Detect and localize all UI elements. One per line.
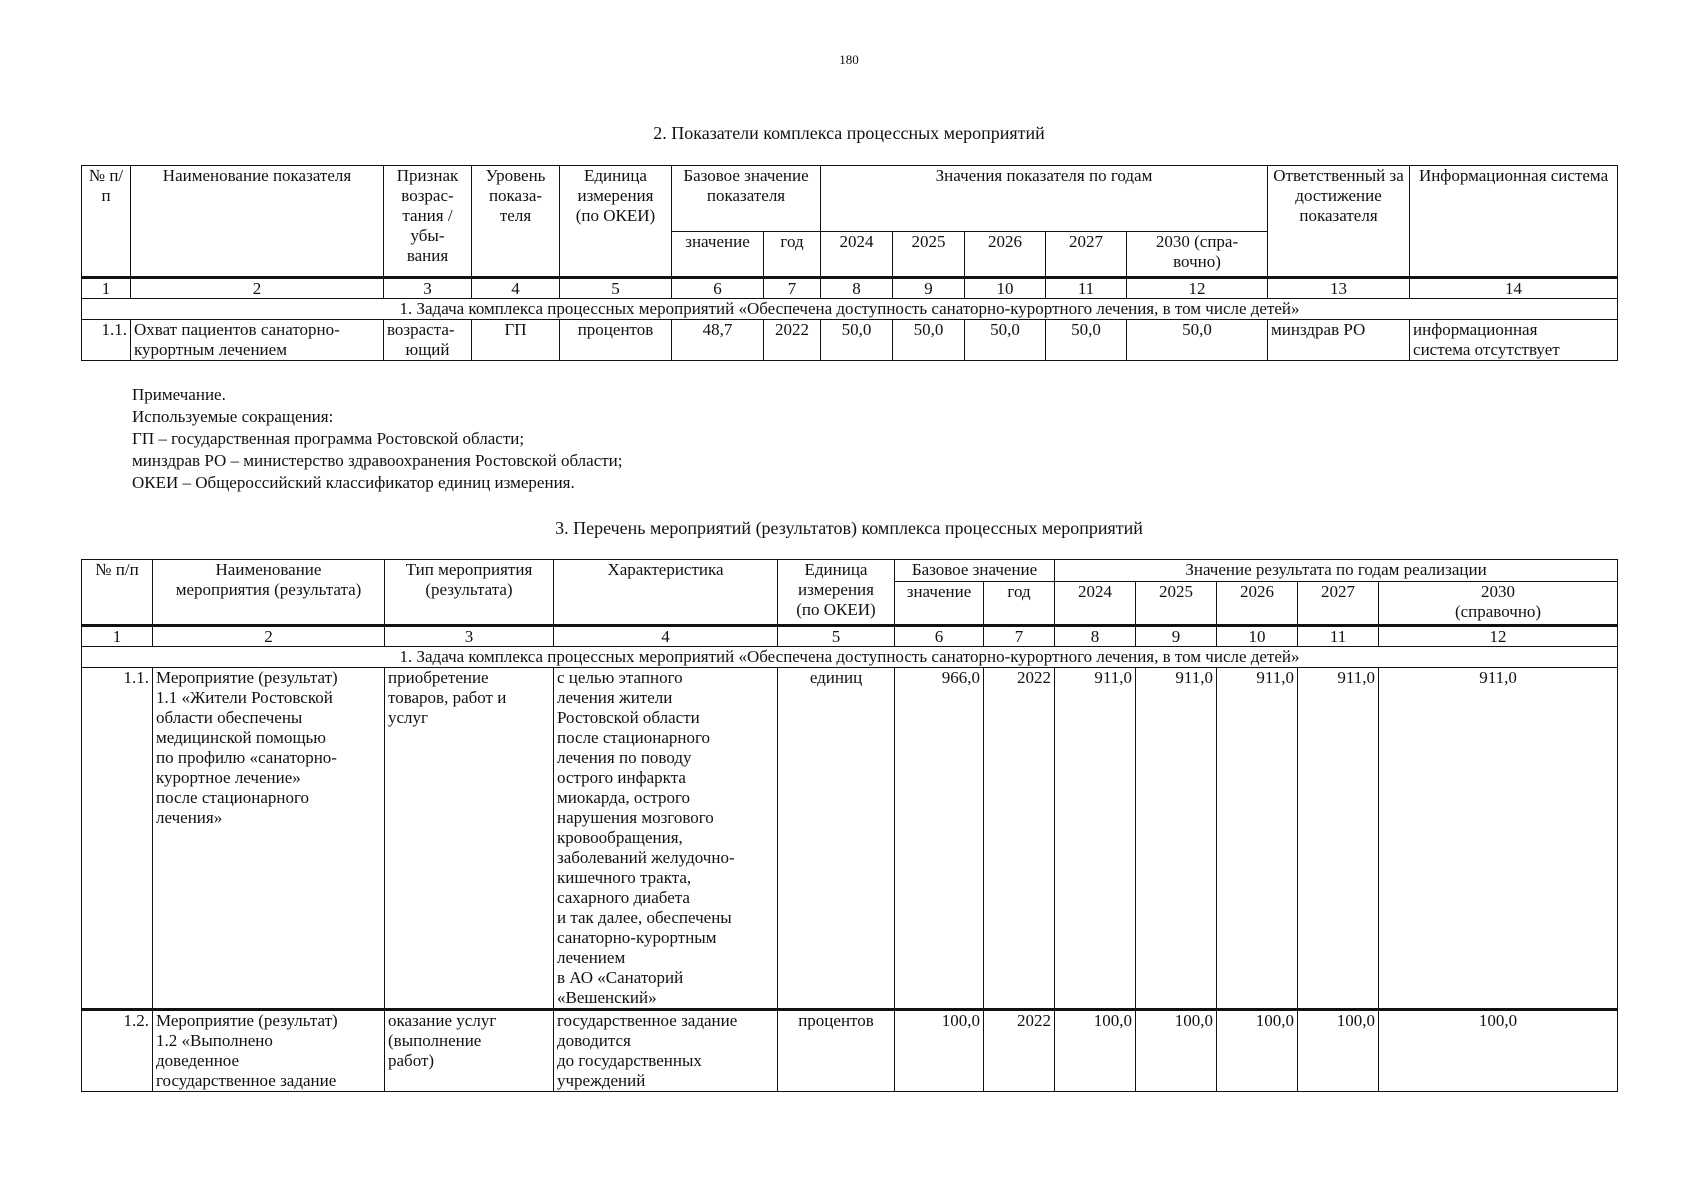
cell-line: курортное лечение» (156, 768, 301, 787)
page-number: 180 (839, 52, 859, 67)
cell-line: сахарного диабета (557, 888, 690, 907)
col-number: 6 (895, 626, 984, 647)
cell-line: услуг (388, 708, 429, 727)
subheader-2024: 2024 (1055, 582, 1136, 626)
activities-table (81, 559, 1618, 1092)
cell-line: острого инфаркта (557, 768, 686, 787)
row-base-year: 2022 (764, 320, 821, 361)
header-values: Значение результата по годам реализации (1055, 560, 1618, 582)
cell-line: доводится (557, 1031, 631, 1050)
row-base-value: 966,0 (895, 668, 984, 1010)
cell-line: после стационарного (156, 788, 310, 807)
header-sign: Признак возрас- тания / убы- вания (384, 166, 472, 278)
col-number: 2 (153, 626, 385, 647)
header-base: Базовое значение (895, 560, 1055, 582)
col-number: 8 (1055, 626, 1136, 647)
header-characteristic: Характеристика (554, 560, 778, 626)
col-number: 5 (778, 626, 895, 647)
col-number: 9 (893, 278, 965, 299)
cell-line: санаторно-курортным (557, 928, 717, 947)
col-number: 4 (472, 278, 560, 299)
cell-line: товаров, работ и (388, 688, 507, 707)
indicators-table (81, 165, 1618, 361)
cell-line: нарушения мозгового (557, 808, 714, 827)
cell-line: лечением (557, 948, 626, 967)
cell-line: заболеваний желудочно- (557, 848, 735, 867)
col-number: 5 (560, 278, 672, 299)
col-number: 11 (1046, 278, 1127, 299)
row-base-year: 2022 (984, 668, 1055, 1010)
cell-line: работ) (388, 1051, 435, 1070)
subheader-2026: 2026 (965, 232, 1046, 278)
col-number: 8 (821, 278, 893, 299)
col-number: 10 (965, 278, 1046, 299)
note-line: ОКЕИ – Общероссийский классификатор единиц измерения. (132, 473, 575, 492)
task-row (82, 299, 1618, 320)
cell-line: приобретение (388, 668, 489, 687)
subheader-2025: 2025 (893, 232, 965, 278)
cell-line: доведенное (156, 1051, 240, 1070)
cell-line: учреждений (557, 1071, 646, 1090)
task-row (82, 647, 1618, 668)
row-name: Охват пациентов санаторно- курортным лечением (131, 320, 384, 361)
row-base-year: 2022 (984, 1010, 1055, 1092)
note-line: минздрав РО – министерство здравоохранения Ростовской области; (132, 451, 623, 470)
header-base: Базовое значение показателя (672, 166, 821, 232)
row-level: ГП (472, 320, 560, 361)
subheader-2026: 2026 (1217, 582, 1298, 626)
cell-line: лечения жители (557, 688, 673, 707)
cell-line: лечения» (156, 808, 223, 827)
header-name: Наименование мероприятия (результата) (153, 560, 385, 626)
cell-line: Ростовской области (557, 708, 700, 727)
note-block (132, 384, 623, 494)
row-2026: 50,0 (965, 320, 1046, 361)
header-responsible: Ответственный за достижение показателя (1268, 166, 1410, 278)
note-abbr-title: Используемые сокращения: (132, 407, 334, 426)
col-number: 6 (672, 278, 764, 299)
column-number-row (82, 626, 1618, 647)
col-number: 13 (1268, 278, 1410, 299)
col-number: 7 (984, 626, 1055, 647)
header-values: Значения показателя по годам (821, 166, 1268, 232)
row-2027: 100,0 (1298, 1010, 1379, 1092)
section-2-title: 2. Показатели комплекса процессных мероприятий (653, 123, 1045, 143)
col-number: 10 (1217, 626, 1298, 647)
row-unit: единиц (778, 668, 895, 1010)
cell-line: кишечного тракта, (557, 868, 692, 887)
table-row (82, 1010, 1618, 1092)
subheader-base-year: год (984, 582, 1055, 626)
note-title: Примечание. (132, 385, 226, 404)
row-2025: 100,0 (1136, 1010, 1217, 1092)
row-name (153, 1010, 385, 1092)
cell-line: миокарда, острого (557, 788, 691, 807)
subheader-2024: 2024 (821, 232, 893, 278)
header-unit: Единица измерения (по ОКЕИ) (560, 166, 672, 278)
col-number: 1 (82, 278, 131, 299)
row-2025: 50,0 (893, 320, 965, 361)
cell-line: государственное задание (156, 1071, 337, 1090)
header-row (82, 166, 1618, 232)
cell-line: Мероприятие (результат) (156, 668, 338, 687)
row-2027: 911,0 (1298, 668, 1379, 1010)
col-number: 14 (1410, 278, 1618, 299)
row-type (385, 668, 554, 1010)
col-number: 12 (1379, 626, 1618, 647)
cell-line: медицинской помощью (156, 728, 326, 747)
header-infosys: Информационная система (1410, 166, 1618, 278)
cell-line: (выполнение (388, 1031, 482, 1050)
cell-line: с целью этапного (557, 668, 683, 687)
subheader-2025: 2025 (1136, 582, 1217, 626)
subheader-base-value: значение (672, 232, 764, 278)
table-row (82, 320, 1618, 361)
row-2024: 50,0 (821, 320, 893, 361)
column-number-row (82, 278, 1618, 299)
subheader-2027: 2027 (1298, 582, 1379, 626)
row-base-value: 100,0 (895, 1010, 984, 1092)
header-row (82, 560, 1618, 582)
note-line: ГП – государственная программа Ростовской области; (132, 429, 525, 448)
task-title: 1. Задача комплекса процессных мероприятий «Обеспечена доступность санаторно-курортного лечения, в том числе детей» (82, 299, 1618, 320)
row-num: 1.2. (82, 1010, 153, 1092)
cell-line: 1.1 «Жители Ростовской (156, 688, 333, 707)
row-characteristic (554, 1010, 778, 1092)
row-infosys: информационная система отсутствует (1410, 320, 1618, 361)
col-number: 11 (1298, 626, 1379, 647)
row-responsible: минздрав РО (1268, 320, 1410, 361)
col-number: 3 (384, 278, 472, 299)
cell-line: после стационарного (557, 728, 711, 747)
subheader-base-value: значение (895, 582, 984, 626)
row-num: 1.1. (82, 320, 131, 361)
row-2024: 100,0 (1055, 1010, 1136, 1092)
row-unit: процентов (560, 320, 672, 361)
col-number: 12 (1127, 278, 1268, 299)
row-name (153, 668, 385, 1010)
row-2024: 911,0 (1055, 668, 1136, 1010)
row-base-value: 48,7 (672, 320, 764, 361)
cell-line: оказание услуг (388, 1011, 497, 1030)
header-unit: Единица измерения (по ОКЕИ) (778, 560, 895, 626)
cell-line: лечения по поводу (557, 748, 692, 767)
section-3-title: 3. Перечень мероприятий (результатов) комплекса процессных мероприятий (555, 518, 1143, 538)
header-type: Тип мероприятия (результата) (385, 560, 554, 626)
header-name: Наименование показателя (131, 166, 384, 278)
cell-line: области обеспечены (156, 708, 303, 727)
row-2030: 911,0 (1379, 668, 1618, 1010)
row-num: 1.1. (82, 668, 153, 1010)
row-characteristic (554, 668, 778, 1010)
col-number: 3 (385, 626, 554, 647)
cell-line: по профилю «санаторно- (156, 748, 337, 767)
col-number: 9 (1136, 626, 1217, 647)
col-number: 7 (764, 278, 821, 299)
cell-line: в АО «Санаторий (557, 968, 684, 987)
row-type (385, 1010, 554, 1092)
header-num: № п/п (82, 560, 153, 626)
row-unit: процентов (778, 1010, 895, 1092)
col-number: 1 (82, 626, 153, 647)
row-2027: 50,0 (1046, 320, 1127, 361)
header-level: Уровень показа- теля (472, 166, 560, 278)
row-2026: 911,0 (1217, 668, 1298, 1010)
subheader-2027: 2027 (1046, 232, 1127, 278)
row-2025: 911,0 (1136, 668, 1217, 1010)
header-num: № п/п (82, 166, 131, 278)
col-number: 4 (554, 626, 778, 647)
subheader-2030: 2030 (спра- вочно) (1127, 232, 1268, 278)
cell-line: «Вешенский» (557, 988, 657, 1007)
row-sign: возраста- ющий (384, 320, 472, 361)
row-2030: 100,0 (1379, 1010, 1618, 1092)
subheader-2030: 2030 (справочно) (1379, 582, 1618, 626)
table-row (82, 668, 1618, 1010)
cell-line: 1.2 «Выполнено (156, 1031, 273, 1050)
row-2030: 50,0 (1127, 320, 1268, 361)
cell-line: Мероприятие (результат) (156, 1011, 338, 1030)
cell-line: кровообращения, (557, 828, 683, 847)
col-number: 2 (131, 278, 384, 299)
task-title: 1. Задача комплекса процессных мероприятий «Обеспечена доступность санаторно-курортного лечения, в том числе детей» (82, 647, 1618, 668)
cell-line: и так далее, обеспечены (557, 908, 732, 927)
row-2026: 100,0 (1217, 1010, 1298, 1092)
cell-line: государственное задание (557, 1011, 738, 1030)
cell-line: до государственных (557, 1051, 702, 1070)
subheader-base-year: год (764, 232, 821, 278)
